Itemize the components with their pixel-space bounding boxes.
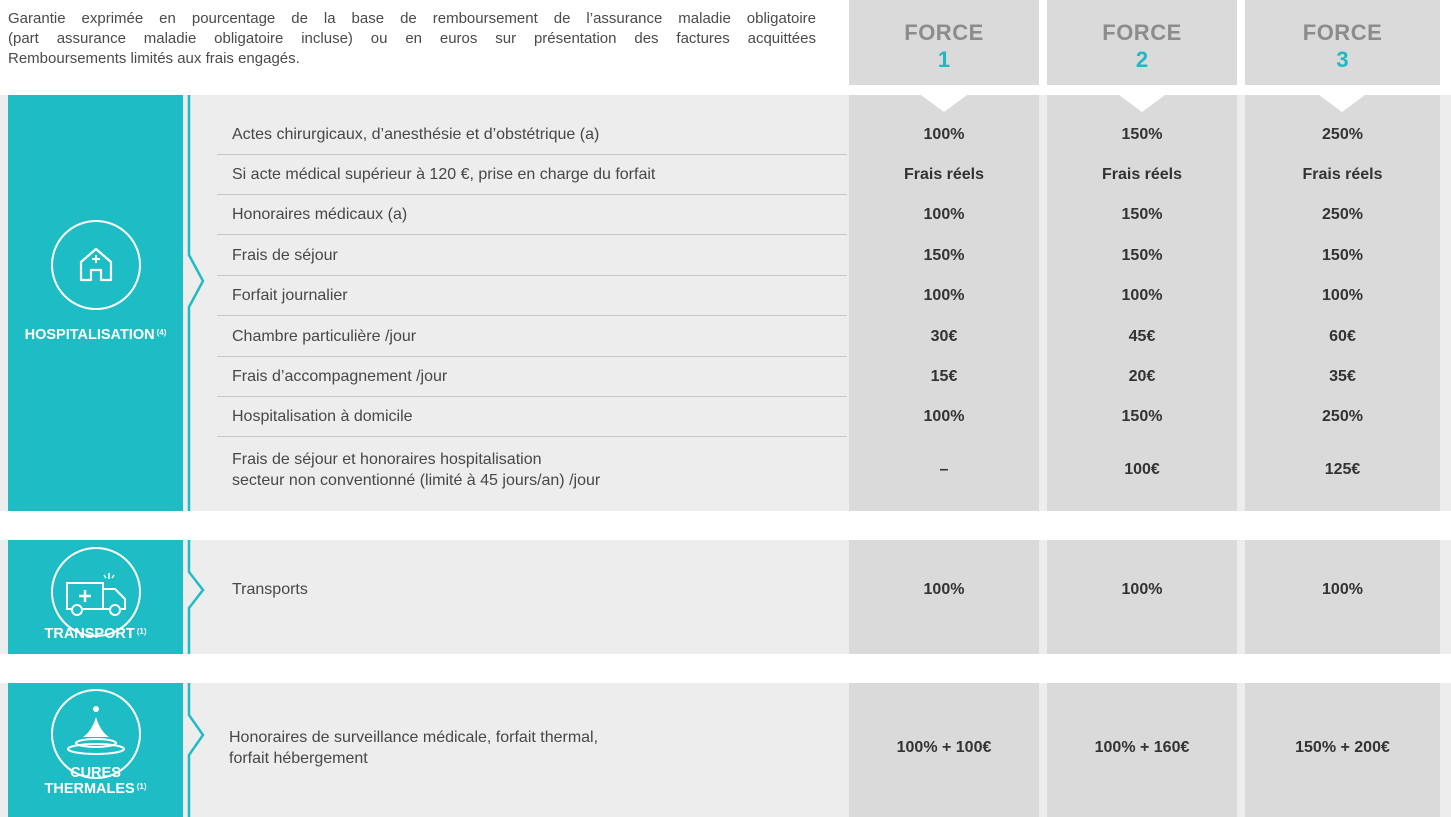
- column-header-force-1: [849, 0, 1039, 85]
- value-force-3: 60€: [1329, 327, 1356, 345]
- table-row: [0, 155, 1451, 195]
- intro-line-2: (part assurance maladie obligatoire incluse) ou en euros sur présentation des factures acquittées: [8, 30, 816, 47]
- value-force-3: 250%: [1322, 126, 1363, 143]
- value-force-2: 100%: [1121, 287, 1163, 304]
- column-header-word: FORCE: [904, 20, 984, 45]
- section-transport: [0, 540, 1451, 654]
- value-force-3: 100%: [1322, 581, 1363, 598]
- value-force-1: 30€: [930, 327, 958, 345]
- footnote-marker: (4): [156, 328, 167, 337]
- value-force-3: 125€: [1324, 461, 1361, 478]
- table-row: [0, 357, 1451, 397]
- column-header-number: 3: [1336, 47, 1349, 72]
- value-force-1: Frais réels: [903, 166, 985, 183]
- section-cures-thermales: [0, 683, 1451, 817]
- cures-label-line-2: THERMALES $^{(1)}$: [44, 781, 147, 797]
- row-label: Chambre particulière /jour: [232, 327, 417, 345]
- table-row: [0, 683, 1451, 813]
- column-notch-3: [1319, 95, 1365, 112]
- column-notch-2: [1119, 95, 1165, 112]
- value-force-1: 15€: [930, 368, 958, 385]
- value-force-2: 100€: [1124, 461, 1160, 478]
- row-label: Forfait journalier: [232, 287, 348, 304]
- column-header-word: FORCE: [1302, 20, 1383, 45]
- value-force-2: 20€: [1128, 368, 1156, 385]
- table-row: [0, 540, 1451, 640]
- value-force-3: 100%: [1322, 287, 1363, 304]
- table-row: [0, 195, 1451, 235]
- row-label-line-1: Frais de séjour et honoraires hospitalisation: [232, 451, 542, 468]
- column-notch-1: [921, 95, 967, 112]
- value-force-3: 250%: [1322, 408, 1363, 425]
- row-label: [232, 437, 600, 503]
- column-header-force-3: [1245, 0, 1440, 85]
- value-force-1: 100%: [923, 206, 965, 223]
- row-label: Hospitalisation à domicile: [232, 408, 413, 425]
- column-header-word: FORCE: [1102, 20, 1182, 45]
- table-row: [0, 235, 1451, 276]
- row-label-line-2: forfait hébergement: [229, 750, 368, 767]
- value-force-1: 150%: [923, 246, 965, 264]
- section-hospitalisation: [0, 95, 1451, 511]
- table-row: [0, 437, 1451, 503]
- value-force-1: –: [939, 461, 949, 478]
- value-force-2: 100% + 160€: [1094, 739, 1190, 756]
- row-label-line-1: Honoraires de surveillance médicale, forfait thermal,: [229, 729, 599, 746]
- value-force-2: Frais réels: [1101, 166, 1183, 183]
- footnote-marker: (1): [136, 782, 147, 791]
- row-label: Si acte médical supérieur à 120 €, prise en charge du forfait: [232, 166, 656, 183]
- transport-label: TRANSPORT $^{(1)}$: [44, 626, 147, 642]
- row-label: Honoraires médicaux (a): [232, 206, 408, 223]
- row-label: [229, 683, 598, 813]
- value-force-3: 150% + 200€: [1295, 739, 1390, 756]
- table-row: [0, 316, 1451, 357]
- hospitalisation-label: HOSPITALISATION $^{(4)}$: [24, 327, 167, 343]
- intro-line-1: Garantie exprimée en pourcentage de la base de remboursement de l’assurance maladie obligatoire: [8, 10, 816, 27]
- column-header-number: 2: [1135, 47, 1149, 72]
- row-label: Actes chirurgicaux, d’anesthésie et d’obstétrique (a): [232, 126, 600, 143]
- value-force-2: 150%: [1121, 126, 1163, 143]
- value-force-1: 100%: [923, 287, 965, 304]
- table-row: [0, 397, 1451, 437]
- row-label: Transports: [232, 581, 308, 598]
- intro-line-3: Remboursements limités aux frais engagés.: [8, 50, 300, 67]
- value-force-1: 100%: [923, 126, 965, 143]
- intro-text: [8, 9, 816, 69]
- value-force-3: 250%: [1322, 206, 1363, 223]
- value-force-1: 100%: [923, 408, 965, 425]
- value-force-1: 100%: [923, 581, 965, 598]
- row-label: Frais d’accompagnement /jour: [232, 368, 448, 385]
- row-label: Frais de séjour: [232, 246, 338, 264]
- value-force-1: 100% + 100€: [896, 739, 992, 756]
- value-force-3: 150%: [1322, 246, 1363, 264]
- value-force-2: 150%: [1121, 246, 1163, 264]
- column-header-force-2: [1047, 0, 1237, 85]
- footnote-marker: (1): [136, 627, 147, 636]
- value-force-2: 45€: [1128, 327, 1156, 345]
- value-force-2: 150%: [1121, 408, 1163, 425]
- value-force-3: 35€: [1329, 368, 1356, 385]
- value-force-2: 150%: [1121, 206, 1163, 223]
- table-row: [0, 276, 1451, 316]
- value-force-2: 100%: [1121, 581, 1163, 598]
- value-force-3: Frais réels: [1302, 166, 1383, 183]
- cures-label-line-1: CURES: [70, 765, 121, 781]
- table-row: [0, 115, 1451, 155]
- row-label-line-2: secteur non conventionné (limité à 45 jours/an) /jour: [232, 472, 601, 489]
- column-header-number: 1: [937, 47, 951, 72]
